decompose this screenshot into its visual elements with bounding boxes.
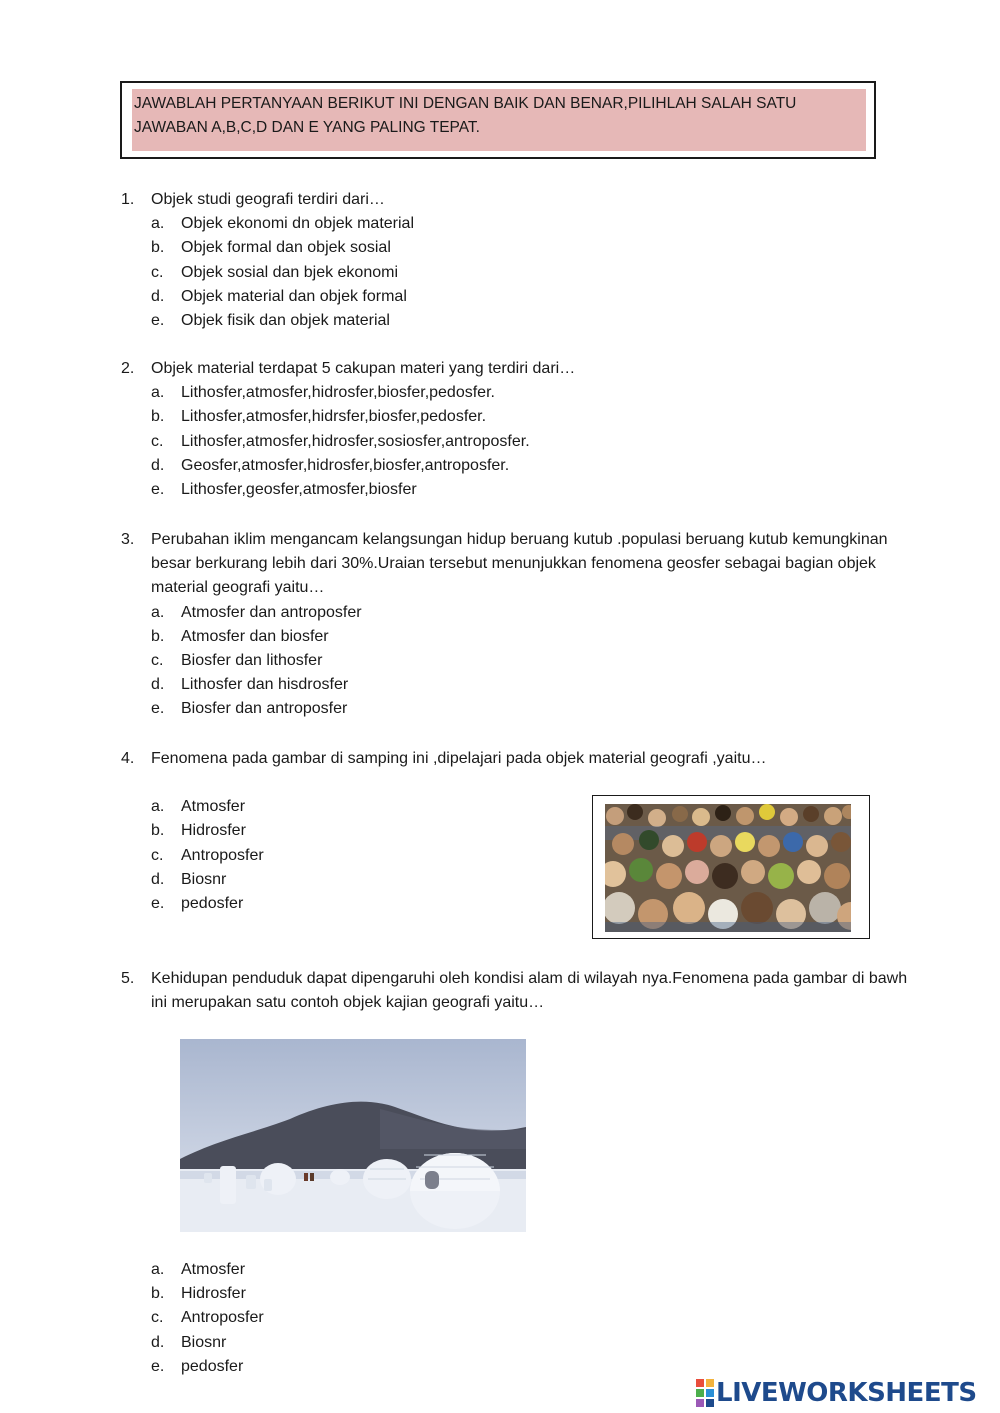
option-text: Hidrosfer bbox=[181, 822, 246, 840]
logo-icon bbox=[696, 1379, 714, 1407]
option-d[interactable] bbox=[151, 1331, 921, 1355]
option-letter: a. bbox=[151, 384, 165, 402]
option-text: Antroposfer bbox=[181, 846, 264, 864]
option-text: Geosfer,atmosfer,hidrosfer,biosfer,antroposfer. bbox=[181, 456, 510, 474]
question-5 bbox=[121, 967, 911, 1015]
option-text: pedosfer bbox=[181, 1357, 244, 1375]
option-text: Biosfer dan lithosfer bbox=[181, 652, 323, 670]
option-text: Lithosfer,atmosfer,hidrosfer,sosiosfer,antroposfer. bbox=[181, 432, 530, 450]
option-e[interactable] bbox=[151, 478, 921, 502]
option-letter: b. bbox=[151, 627, 165, 645]
option-letter: e. bbox=[151, 481, 165, 499]
option-letter: d. bbox=[151, 870, 165, 888]
option-c[interactable] bbox=[151, 261, 921, 285]
option-c[interactable] bbox=[151, 430, 921, 454]
question-text: Objek material terdapat 5 cakupan materi yang terdiri dari… bbox=[151, 360, 576, 377]
question-number: 2. bbox=[121, 360, 135, 377]
option-text: Objek formal dan objek sosial bbox=[181, 239, 391, 257]
option-letter: a. bbox=[151, 215, 165, 233]
option-text: Lithosfer,atmosfer,hidrosfer,biosfer,pedosfer. bbox=[181, 384, 495, 402]
instruction-box bbox=[120, 81, 876, 159]
option-text: Lithosfer,atmosfer,hidrsfer,biosfer,pedosfer. bbox=[181, 408, 487, 426]
option-letter: c. bbox=[151, 846, 164, 864]
option-e[interactable] bbox=[151, 697, 911, 721]
question-text: Fenomena pada gambar di samping ini ,dipelajari pada objek material geografi ,yaitu… bbox=[151, 750, 767, 767]
option-letter: a. bbox=[151, 798, 165, 816]
option-text: Atmosfer dan biosfer bbox=[181, 627, 329, 645]
option-b[interactable] bbox=[151, 625, 911, 649]
option-a[interactable] bbox=[151, 381, 921, 405]
option-text: Objek sosial dan bjek ekonomi bbox=[181, 263, 399, 281]
option-a[interactable] bbox=[151, 212, 921, 236]
option-letter: c. bbox=[151, 263, 164, 281]
question-text: Objek studi geografi terdiri dari… bbox=[151, 191, 385, 208]
option-letter: c. bbox=[151, 1309, 164, 1327]
option-letter: b. bbox=[151, 1285, 165, 1303]
option-text: Antroposfer bbox=[181, 1309, 264, 1327]
instruction-text: JAWABLAH PERTANYAAN BERIKUT INI DENGAN BAIK DAN BENAR,PILIHLAH SALAH SATU JAWABAN A,B,C,D DAN E YANG PALING TEPAT. bbox=[132, 89, 866, 151]
option-text: Biosfer dan antroposfer bbox=[181, 700, 348, 718]
option-letter: d. bbox=[151, 676, 165, 694]
option-text: Objek fisik dan objek material bbox=[181, 312, 390, 330]
question-number: 4. bbox=[121, 750, 135, 767]
option-text: Atmosfer bbox=[181, 1261, 246, 1278]
option-letter: b. bbox=[151, 239, 165, 257]
option-letter: b. bbox=[151, 822, 165, 840]
question-number: 5. bbox=[121, 970, 135, 987]
option-text: Hidrosfer bbox=[181, 1285, 246, 1303]
option-text: Atmosfer dan antroposfer bbox=[181, 603, 362, 621]
option-letter: a. bbox=[151, 603, 165, 621]
option-letter: a. bbox=[151, 1261, 165, 1278]
option-d[interactable] bbox=[151, 285, 921, 309]
question-3 bbox=[121, 528, 911, 722]
question-2 bbox=[121, 357, 921, 502]
option-letter: e. bbox=[151, 700, 165, 718]
option-e[interactable] bbox=[151, 309, 921, 333]
option-text: Lithosfer dan hisdrosfer bbox=[181, 676, 349, 694]
question-text: Kehidupan penduduk dapat dipengaruhi oleh kondisi alam di wilayah nya.Fenomena pada gambar di bawh ini merupakan satu contoh objek kajian geografi yaitu… bbox=[151, 970, 908, 1012]
option-letter: d. bbox=[151, 1333, 165, 1351]
option-b[interactable] bbox=[151, 1282, 921, 1306]
option-letter: e. bbox=[151, 895, 165, 913]
option-text: Objek material dan objek formal bbox=[181, 287, 407, 305]
option-text: Biosnr bbox=[181, 1333, 227, 1351]
option-letter: e. bbox=[151, 312, 165, 330]
option-b[interactable] bbox=[151, 236, 921, 260]
option-d[interactable] bbox=[151, 673, 911, 697]
option-letter: b. bbox=[151, 408, 165, 426]
option-letter: c. bbox=[151, 652, 164, 670]
question-number: 3. bbox=[121, 531, 135, 548]
option-d[interactable] bbox=[151, 454, 921, 478]
option-text: pedosfer bbox=[181, 895, 244, 913]
liveworksheets-logo bbox=[696, 1376, 977, 1410]
option-b[interactable] bbox=[151, 405, 921, 429]
option-text: Atmosfer bbox=[181, 798, 246, 816]
option-letter: d. bbox=[151, 287, 165, 305]
brand-name: LIVEWORKSHEETS bbox=[716, 1378, 977, 1408]
question-number: 1. bbox=[121, 191, 135, 208]
option-a[interactable] bbox=[151, 1258, 921, 1282]
question-5-options bbox=[121, 1258, 921, 1379]
option-letter: d. bbox=[151, 456, 165, 474]
option-c[interactable] bbox=[151, 649, 911, 673]
option-text: Biosnr bbox=[181, 870, 227, 888]
option-c[interactable] bbox=[151, 1306, 921, 1330]
option-text: Objek ekonomi dn objek material bbox=[181, 215, 415, 233]
igloo-photo bbox=[180, 1039, 526, 1232]
option-letter: c. bbox=[151, 432, 164, 450]
option-a[interactable] bbox=[151, 601, 911, 625]
crowd-photo-frame bbox=[592, 795, 870, 939]
crowd-photo bbox=[605, 804, 851, 932]
question-text: Perubahan iklim mengancam kelangsungan hidup beruang kutub .populasi beruang kutub kemungkinan besar berkurang lebih dari 30%.Uraian tersebut menunjukkan fenomena geosfer sebagai bagian objek material geografi yaitu… bbox=[151, 531, 888, 597]
option-text: Lithosfer,geosfer,atmosfer,biosfer bbox=[181, 481, 417, 499]
question-1 bbox=[121, 188, 921, 333]
option-letter: e. bbox=[151, 1357, 165, 1375]
